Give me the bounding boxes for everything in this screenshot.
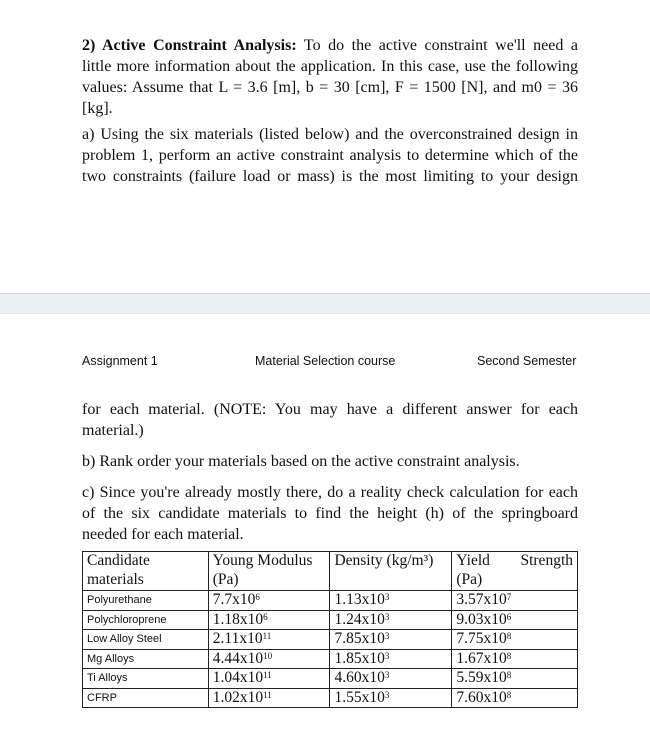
material-cell: Mg Alloys (83, 649, 209, 669)
part-a-line: a) Using the six materials (listed below) and the overconstrained design in (82, 126, 578, 143)
table-row (83, 591, 578, 611)
page-break (0, 293, 650, 314)
value-exponent: 8 (506, 650, 512, 661)
value-mantissa: 5.59x10 (456, 669, 507, 686)
value-mantissa: 2.11x10 (212, 630, 263, 647)
table-row (83, 630, 578, 650)
problem-2-line: [kg]. (82, 100, 113, 117)
header-cell: Candidate materials (83, 552, 209, 591)
value-mantissa: 1.85x10 (334, 649, 385, 667)
problem-2-title: 2) Active Constraint Analysis: (82, 37, 297, 54)
value-exponent: 6 (263, 611, 268, 622)
value-exponent: 10 (263, 650, 273, 661)
value-mantissa: 4.44x10 (212, 649, 264, 667)
table-header-row (83, 552, 578, 591)
ys-cell (452, 688, 578, 708)
part-a-line: problem 1, perform an active constraint analysis to determine which of the (82, 147, 578, 164)
material-cell: Polychloroprene (83, 610, 209, 630)
header-cell: Young Modulus (Pa) (208, 552, 330, 591)
part-a-cont-line: for each material. (NOTE: You may have a different answer for each (82, 401, 578, 418)
header-right: Second Semester (477, 354, 577, 368)
rho-cell (330, 610, 452, 630)
rho-cell (330, 649, 452, 669)
value-exponent: 6 (255, 592, 260, 602)
material-cell: CFRP (83, 688, 209, 708)
material-cell: Ti Alloys (83, 669, 209, 689)
E-cell (208, 688, 330, 708)
E-cell (208, 669, 330, 689)
E-cell (208, 630, 330, 650)
ys-cell (452, 591, 578, 611)
table-row (83, 610, 578, 630)
materials-table (82, 551, 578, 708)
ys-cell (452, 669, 578, 689)
value-mantissa: 7.7x10 (212, 591, 256, 608)
value-exponent: 6 (506, 611, 512, 622)
value-exponent: 7 (506, 592, 512, 602)
rho-cell (330, 591, 452, 611)
value-exponent: 3 (384, 650, 390, 661)
header-center: Material Selection course (255, 354, 396, 368)
problem-2-line: little more information about the application. In this case, use the following (82, 58, 578, 75)
value-mantissa: 7.60x10 (456, 688, 507, 706)
E-cell (208, 649, 330, 669)
value-exponent: 3 (384, 689, 390, 700)
value-mantissa: 1.24x10 (334, 610, 385, 628)
table-row (83, 669, 578, 689)
value-exponent: 8 (506, 631, 512, 641)
table-row (83, 688, 578, 708)
value-mantissa: 7.85x10 (334, 630, 385, 647)
part-c-line: of the six candidate materials to find the height (h) of the springboard (82, 505, 578, 522)
problem-2-line: values: Assume that L = 3.6 [m], b = 30 [cm], F = 1500 [N], and m0 = 36 (82, 79, 578, 96)
header-cell: Yield Strength (Pa) (452, 552, 578, 591)
value-exponent: 11 (263, 670, 272, 680)
header-cell: Density (kg/m³) (330, 552, 452, 591)
material-cell: Low Alloy Steel (83, 630, 209, 650)
part-a-cont-line: material.) (82, 422, 144, 439)
value-mantissa: 1.67x10 (456, 649, 507, 667)
value-exponent: 8 (506, 670, 512, 680)
material-cell: Polyurethane (83, 591, 209, 611)
part-b: b) Rank order your materials based on the active constraint analysis. (82, 453, 520, 470)
value-exponent: 11 (262, 631, 272, 641)
value-mantissa: 3.57x10 (456, 591, 507, 608)
rho-cell (330, 669, 452, 689)
value-exponent: 8 (506, 689, 512, 700)
rho-cell (330, 688, 452, 708)
value-mantissa: 1.18x10 (212, 610, 264, 628)
value-exponent: 3 (384, 611, 390, 622)
value-exponent: 3 (384, 670, 390, 680)
value-exponent: 3 (384, 592, 390, 602)
value-mantissa: 1.04x10 (212, 669, 264, 686)
value-mantissa: 7.75x10 (456, 630, 507, 647)
part-c-line: c) Since you're already mostly there, do a reality check calculation for each (82, 484, 578, 501)
E-cell (208, 591, 330, 611)
part-c-line: needed for each material. (82, 526, 244, 543)
value-exponent: 3 (384, 631, 390, 641)
part-a-line: two constraints (failure load or mass) is the most limiting to your design (82, 168, 578, 185)
value-mantissa: 1.13x10 (334, 591, 385, 608)
problem-2-line: 2) Active Constraint Analysis: To do the active constraint we'll need a (82, 37, 579, 54)
value-mantissa: 1.02x10 (212, 688, 264, 706)
rho-cell (330, 630, 452, 650)
value-mantissa: 4.60x10 (334, 669, 385, 686)
ys-cell (452, 630, 578, 650)
value-exponent: 11 (263, 689, 272, 700)
header-left: Assignment 1 (82, 354, 158, 368)
table-row (83, 649, 578, 669)
ys-cell (452, 649, 578, 669)
ys-cell (452, 610, 578, 630)
value-mantissa: 9.03x10 (456, 610, 507, 628)
value-mantissa: 1.55x10 (334, 688, 385, 706)
E-cell (208, 610, 330, 630)
